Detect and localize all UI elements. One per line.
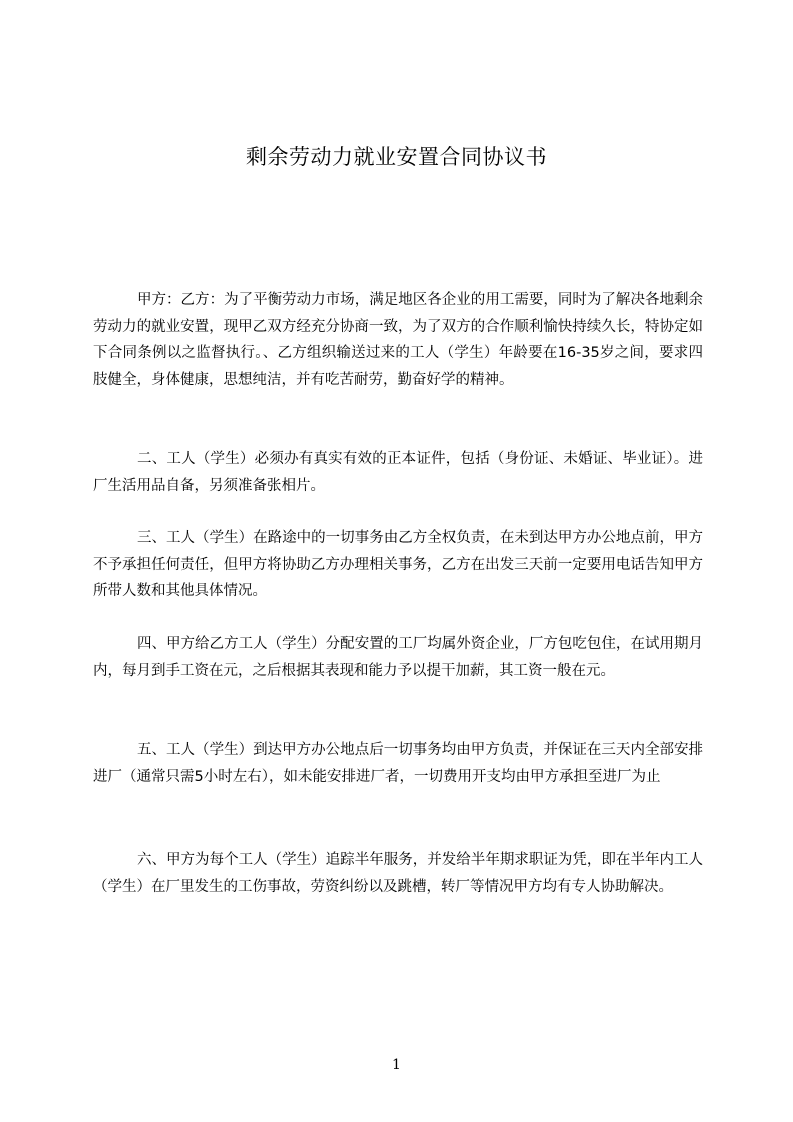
paragraph-clause-2: 二、工人（学生）必须办有真实有效的正本证件，包括（身份证、未婚证、毕业证）。进厂生活用品自备，另须准备张相片。 <box>93 451 703 494</box>
paragraph-clause-5: 五、工人（学生）到达甲方办公地点后一切事务均由甲方负责，并保证在三天内全部安排进厂（通常只需5小时左右），如未能安排进厂者，一切费用开支均由甲方承担至进厂为止 <box>93 742 703 785</box>
paragraph-preamble: 甲方：乙方：为了平衡劳动力市场，满足地区各企业的用工需要，同时为了解决各地剩余劳动力的就业安置，现甲乙双方经充分协商一致，为了双方的合作顺利愉快持续久长，特协定如下合同条例以之监督执行。、乙方组织输送过来的工人（学生）年龄要在16-35岁之间，要求四肢健全，身体健康，思想纯洁，并有吃苦耐劳，勤奋好学的精神。 <box>93 292 703 388</box>
paragraph-clause-4: 四、甲方给乙方工人（学生）分配安置的工厂均属外资企业，厂方包吃包住，在试用期月内，每月到手工资在元，之后根据其表现和能力予以提干加薪，其工资一般在元。 <box>93 636 703 679</box>
document-title: 剩余劳动力就业安置合同协议书 <box>246 145 547 169</box>
paragraph-clause-3: 三、工人（学生）在路途中的一切事务由乙方全权负责，在未到达甲方办公地点前，甲方不予承担任何责任，但甲方将协助乙方办理相关事务，乙方在出发三天前一定要用电话告知甲方所带人数和其他具体情况。 <box>93 530 703 599</box>
paragraph-clause-6: 六、甲方为每个工人（学生）追踪半年服务，并发给半年期求职证为凭，即在半年内工人（学生）在厂里发生的工伤事故，劳资纠纷以及跳槽，转厂等情况甲方均有专人协助解决。 <box>93 852 703 895</box>
page-number: 1 <box>392 1057 401 1073</box>
